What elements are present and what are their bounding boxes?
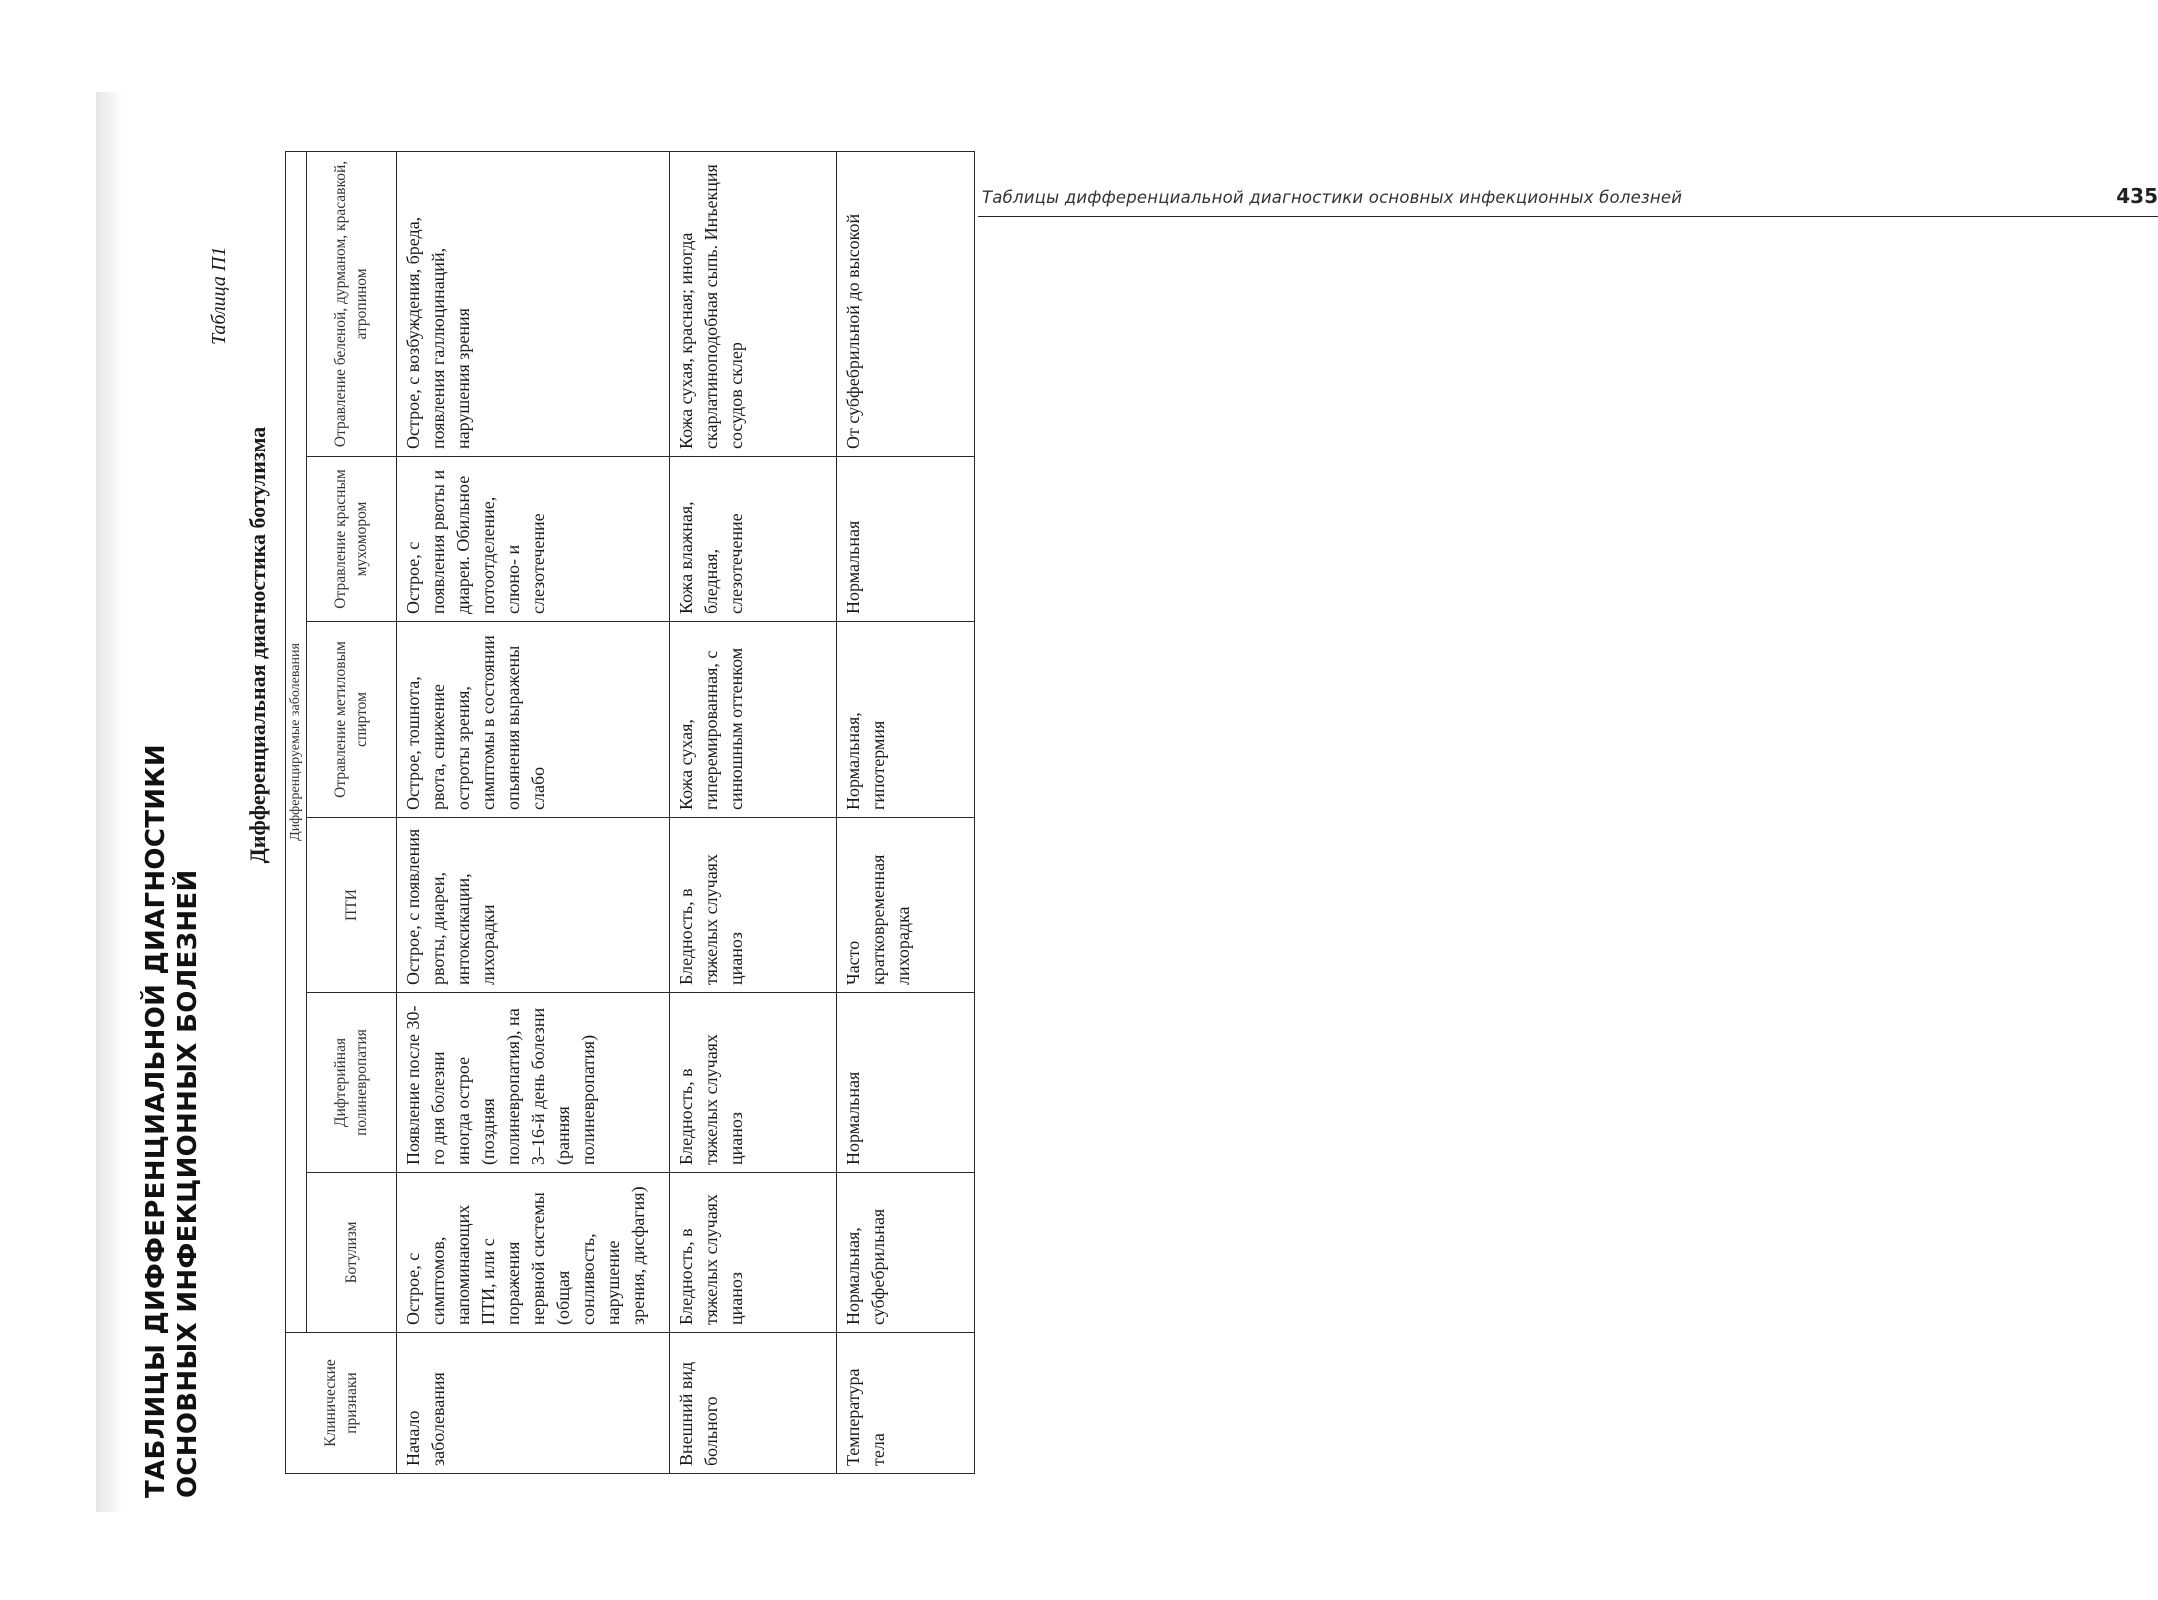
row-sign: Внешний вид больного	[670, 1333, 837, 1474]
header-row-columns	[306, 151, 396, 1473]
table-cell: Часто кратковременная лихорадка	[837, 818, 975, 993]
table-label: Таблица П1	[208, 246, 230, 345]
table-cell: Бледность, в тяжелых случаях цианоз	[670, 818, 837, 993]
column-header: Дифтерийная полиневропатия	[306, 993, 396, 1173]
column-header: Отравление метиловым спиртом	[306, 622, 396, 818]
section-title	[140, 744, 204, 1498]
table-cell: Нормальная, субфебрильная	[837, 1173, 975, 1333]
table-cell: Острое, с появления рвоты, диареи, интоксикации, лихорадки	[396, 818, 670, 993]
group-header: Дифференцируемые заболевания	[286, 151, 307, 1332]
diagnosis-table	[285, 151, 975, 1474]
table-cell: Появление после 30-го дня болезни иногда острое (поздняя полиневропатия), на 3–16-й день болезни (ранняя полиневропатия)	[396, 993, 670, 1173]
table-cell: Кожа сухая, гиперемированная, с синюшным оттенком	[670, 622, 837, 818]
header-row-group	[286, 151, 307, 1473]
table-row	[670, 151, 837, 1473]
table-cell: От субфебрильной до высокой	[837, 151, 975, 456]
page-number: 435	[2116, 184, 2158, 208]
table-cell: Кожа сухая, красная; иногда скарлатиноподобная сыпь. Инъекция сосудов склер	[670, 151, 837, 456]
table-cell: Острое, с появления рвоты и диареи. Обильное потоотделение, слюно- и слезотечение	[396, 457, 670, 622]
table-row	[837, 151, 975, 1473]
table-cell: Нормальная	[837, 457, 975, 622]
table-cell: Острое, с симптомов, напоминающих ПТИ, или с поражения нервной системы (общая сонливость, нарушение зрения, дисфагия)	[396, 1173, 670, 1333]
column-header: Ботулизм	[306, 1173, 396, 1333]
table-cell: Бледность, в тяжелых случаях цианоз	[670, 993, 837, 1173]
clinical-signs-header: Клинические признаки	[286, 1333, 397, 1474]
column-header: Отравление беленой, дурманом, красавкой, атропином	[306, 151, 396, 456]
table-cell: Бледность, в тяжелых случаях цианоз	[670, 1173, 837, 1333]
table-cell: Нормальная	[837, 993, 975, 1173]
section-title-line-1: ТАБЛИЦЫ ДИФФЕРЕНЦИАЛЬНОЙ ДИАГНОСТИКИ	[141, 744, 171, 1498]
section-title-line-2: ОСНОВНЫХ ИНФЕКЦИОННЫХ БОЛЕЗНЕЙ	[173, 869, 203, 1498]
table-cell: Острое, с возбуждения, бреда, появления галлюцинаций, нарушения зрения	[396, 151, 670, 456]
column-header: ПТИ	[306, 818, 396, 993]
running-title: Таблицы дифференциальной диагностики основных инфекционных болезней	[982, 188, 1683, 207]
table-row	[396, 151, 670, 1473]
table-cell: Кожа влажная, бледная, слезотечение	[670, 457, 837, 622]
table-cell: Нормальная, гипотермия	[837, 622, 975, 818]
row-sign: Начало заболевания	[396, 1333, 670, 1474]
running-header	[978, 182, 2158, 217]
column-header: Отравление красным мухомором	[306, 457, 396, 622]
table-cell: Острое, тошнота, рвота, снижение остроты зрения, симптомы в состоянии опьянения выражены слабо	[396, 622, 670, 818]
table-title: Дифференциальная диагностика ботулизма	[245, 426, 270, 864]
row-sign: Температура тела	[837, 1333, 975, 1474]
